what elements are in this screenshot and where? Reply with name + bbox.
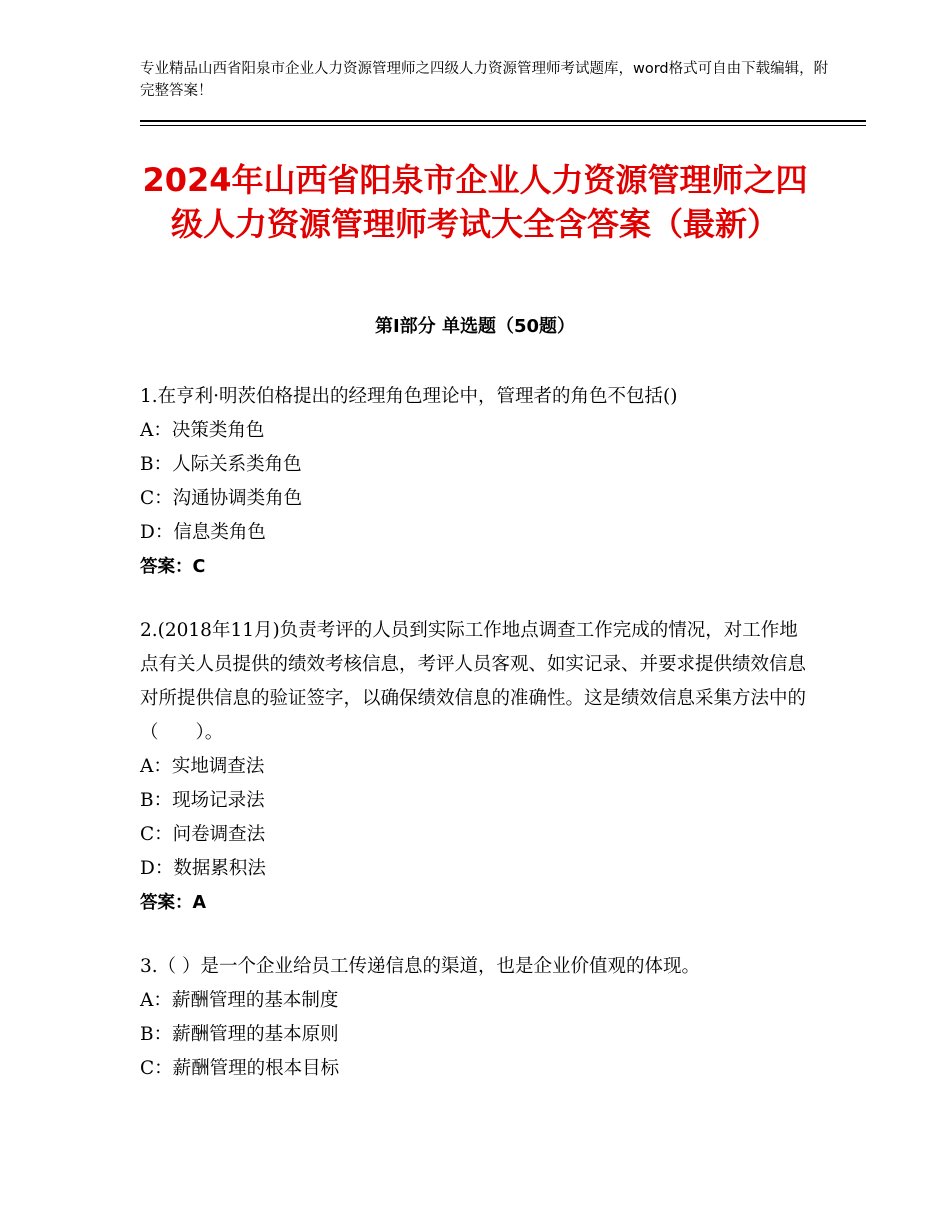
answer-line: 答案：C [140,557,206,577]
question-stem: 2.(2018年11月)负责考评的人员到实际工作地点调查工作完成的情况，对工作地点有关人员提供的绩效考核信息，考评人员客观、如实记录、并要求提供绩效信息对所提供信息的验证签字，以确保绩效信息的准确性。这是绩效信息采集方法中的（ ）。 [140,620,807,743]
question-stem: 3.（ ）是一个企业给员工传递信息的渠道，也是企业价值观的体现。 [140,956,701,977]
option-d: D：数据累积法 [140,858,266,879]
header-rule-thick [140,120,866,122]
header-rule-thin [140,125,866,126]
option-c: C：问卷调查法 [140,824,266,845]
question-item [140,614,810,920]
option-c: C：沟通协调类角色 [140,488,303,509]
option-b: B：人际关系类角色 [140,454,302,475]
option-a: A：实地调查法 [140,756,265,777]
document-title: 2024年山西省阳泉市企业人力资源管理师之四级人力资源管理师考试大全含答案（最新） [142,161,808,243]
question-stem: 1.在亨利·明茨伯格提出的经理角色理论中，管理者的角色不包括() [140,386,678,407]
question-item [140,950,810,1086]
option-d: D：信息类角色 [140,522,266,543]
option-b: B：薪酬管理的基本原则 [140,1024,339,1045]
question-list [140,380,810,1116]
answer-line: 答案：A [140,893,207,913]
option-b: B：现场记录法 [140,790,265,811]
option-c: C：薪酬管理的根本目标 [140,1058,340,1079]
section-title: 第Ⅰ部分 单选题（50题） [374,316,575,337]
option-a: A：薪酬管理的基本制度 [140,990,339,1011]
option-a: A：决策类角色 [140,420,265,441]
header-note: 专业精品山西省阳泉市企业人力资源管理师之四级人力资源管理师考试题库，word格式可自由下载编辑，附完整答案！ [140,61,829,99]
question-item [140,380,810,584]
